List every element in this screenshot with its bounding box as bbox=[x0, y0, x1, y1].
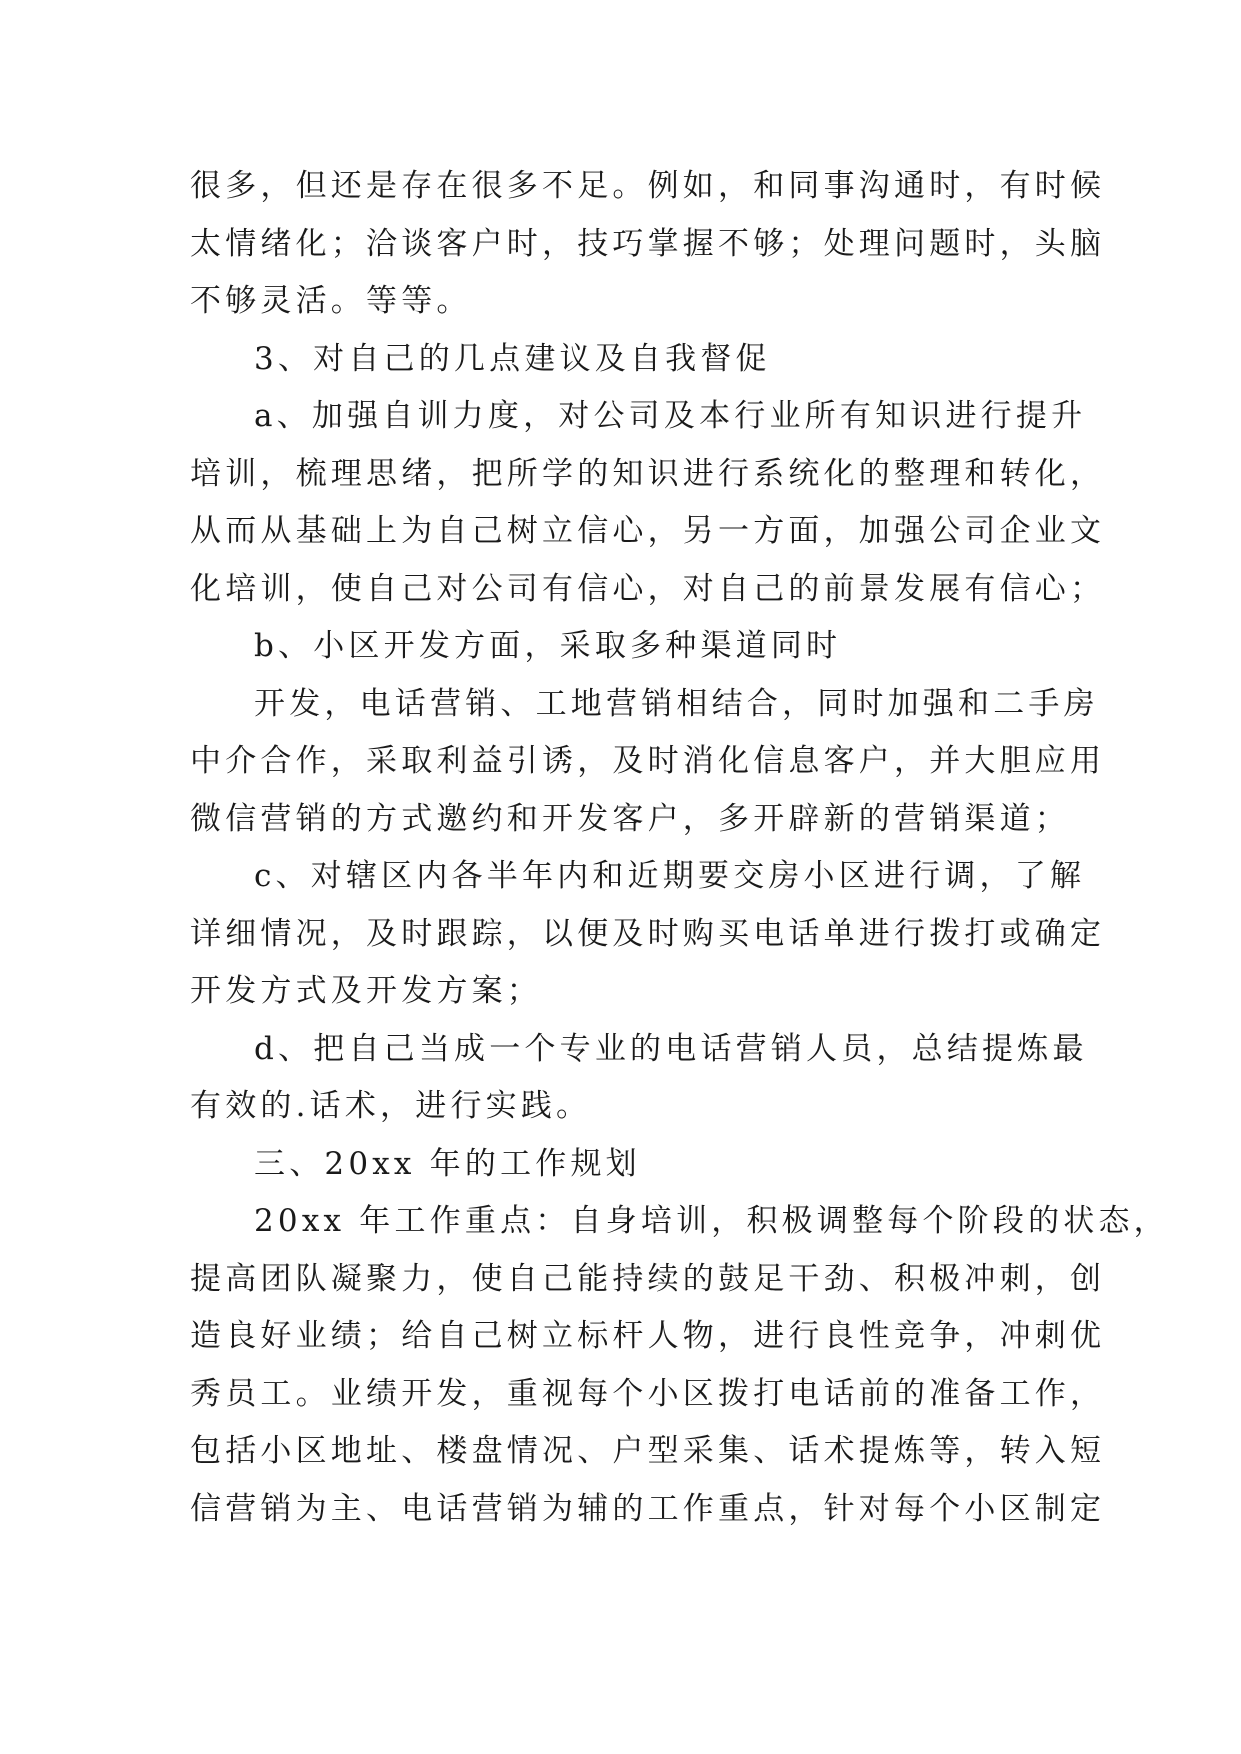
text-line-6: 培训，梳理思绪，把所学的知识进行系统化的整理和转化， bbox=[190, 455, 1106, 492]
section-heading: 三、20xx 年的工作规划 bbox=[254, 1145, 641, 1182]
text-line-9: b、小区开发方面，采取多种渠道同时 bbox=[254, 628, 842, 664]
text-line-15: 开发方式及开发方案； bbox=[190, 973, 542, 1009]
text-line-14: 详细情况，及时跟踪，以便及时购买电话单进行拨打或确定 bbox=[190, 915, 1106, 952]
text-line-8: 化培训，使自己对公司有信心，对自己的前景发展有信心； bbox=[190, 570, 1106, 607]
text-line-4: 3、对自己的几点建议及自我督促 bbox=[254, 340, 771, 377]
text-line-12: 微信营销的方式邀约和开发客户，多开辟新的营销渠道； bbox=[190, 800, 1070, 837]
text-line-2: 太情绪化；洽谈客户时，技巧掌握不够；处理问题时，头脑 bbox=[190, 225, 1106, 262]
text-line-13: c、对辖区内各半年内和近期要交房小区进行调，了解 bbox=[254, 858, 1086, 894]
text-line-21: 造良好业绩；给自己树立标杆人物，进行良性竞争，冲刺优 bbox=[190, 1318, 1106, 1354]
text-line-5: a、加强自训力度，对公司及本行业所有知识进行提升 bbox=[254, 398, 1087, 434]
text-line-11: 中介合作，采取利益引诱，及时消化信息客户，并大胆应用 bbox=[190, 743, 1106, 779]
text-line-10: 开发，电话营销、工地营销相结合，同时加强和二手房 bbox=[254, 685, 1099, 722]
text-line-24: 信营销为主、电话营销为辅的工作重点，针对每个小区制定 bbox=[190, 1490, 1106, 1527]
text-line-16: d、把自己当成一个专业的电话营销人员，总结提炼最 bbox=[254, 1030, 1088, 1067]
text-line-17: 有效的.话术，进行实践。 bbox=[190, 1088, 592, 1124]
text-line-3: 不够灵活。等等。 bbox=[190, 283, 472, 319]
text-line-22: 秀员工。业绩开发，重视每个小区拨打电话前的准备工作， bbox=[190, 1375, 1106, 1412]
text-line-23: 包括小区地址、楼盘情况、户型采集、话术提炼等，转入短 bbox=[190, 1433, 1106, 1469]
body-text bbox=[190, 158, 1169, 1538]
text-line-19: 20xx 年工作重点：自身培训，积极调整每个阶段的状态， bbox=[254, 1203, 1169, 1239]
text-line-7: 从而从基础上为自己树立信心，另一方面，加强公司企业文 bbox=[190, 513, 1106, 549]
text-line-20: 提高团队凝聚力，使自己能持续的鼓足干劲、积极冲刺，创 bbox=[190, 1260, 1106, 1297]
text-line-1: 很多，但还是存在很多不足。例如，和同事沟通时，有时候 bbox=[190, 168, 1106, 204]
